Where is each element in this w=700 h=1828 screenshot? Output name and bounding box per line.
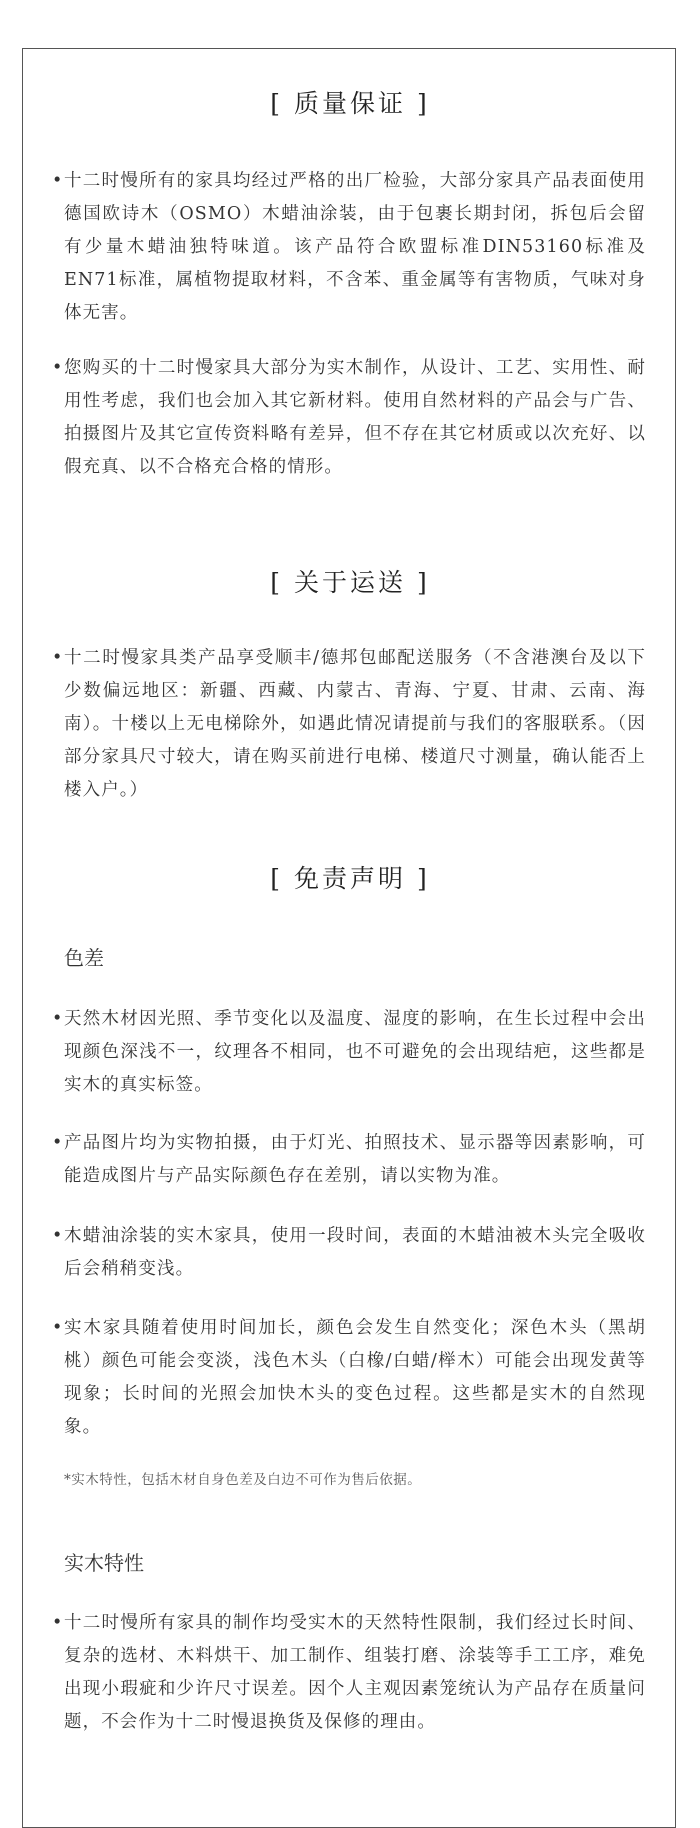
bullet-icon: •	[52, 171, 64, 191]
bullet-icon: •	[52, 648, 64, 668]
color-diff-paragraph-2: • 产品图片均为实物拍摄，由于灯光、拍照技术、显示器等因素影响，可能造成图片与产品实际颜色存在差别，请以实物为准。	[52, 1127, 646, 1193]
wood-nature-paragraph-1: • 十二时慢所有家具的制作均受实木的天然特性限制，我们经过长时间、复杂的选材、木料烘干、加工制作、组装打磨、涂装等手工工序，难免出现小瑕疵和少许尺寸误差。因个人主观因素笼统认为产品存在质量问题，不会作为十二时慢退换货及保修的理由。	[52, 1607, 646, 1739]
color-diff-paragraph-4: • 实木家具随着使用时间加长，颜色会发生自然变化；深色木头（黑胡桃）颜色可能会变淡，浅色木头（白橡/白蜡/榉木）可能会出现发黄等现象；长时间的光照会加快木头的变色过程。这些都是实木的自然现象。	[52, 1312, 646, 1444]
shipping-paragraph-1: • 十二时慢家具类产品享受顺丰/德邦包邮配送服务（不含港澳台及以下少数偏远地区：新疆、西藏、内蒙古、青海、宁夏、甘肃、云南、海南）。十楼以上无电梯除外，如遇此情况请提前与我们的客服联系。（因部分家具尺寸较大，请在购买前进行电梯、楼道尺寸测量，确认能否上楼入户。）	[52, 642, 646, 807]
color-diff-note: *实木特性，包括木材自身色差及白边不可作为售后依据。	[64, 1472, 422, 1488]
section-title-disclaimer: [ 免责声明 ]	[270, 864, 430, 893]
color-diff-paragraph-1: • 天然木材因光照、季节变化以及温度、湿度的影响，在生长过程中会出现颜色深浅不一，纹理各不相同，也不可避免的会出现结疤，这些都是实木的真实标签。	[52, 1003, 646, 1102]
bullet-icon: •	[52, 1613, 64, 1633]
subheading-color-difference: 色差	[64, 946, 104, 970]
bullet-icon: •	[52, 1133, 64, 1153]
bullet-icon: •	[52, 1009, 64, 1029]
section-title-shipping: [ 关于运送 ]	[270, 568, 430, 597]
color-diff-paragraph-3: • 木蜡油涂装的实木家具，使用一段时间，表面的木蜡油被木头完全吸收后会稍稍变浅。	[52, 1220, 646, 1286]
section-title-quality: [ 质量保证 ]	[270, 89, 430, 118]
bullet-icon: •	[52, 358, 64, 378]
bullet-icon: •	[52, 1318, 64, 1338]
quality-paragraph-2: • 您购买的十二时慢家具大部分为实木制作，从设计、工艺、实用性、耐用性考虑，我们也会加入其它新材料。使用自然材料的产品会与广告、拍摄图片及其它宣传资料略有差异，但不存在其它材质或以次充好、以假充真、以不合格充合格的情形。	[52, 352, 646, 484]
subheading-wood-nature: 实木特性	[64, 1551, 144, 1575]
bullet-icon: •	[52, 1226, 64, 1246]
quality-paragraph-1: • 十二时慢所有的家具均经过严格的出厂检验，大部分家具产品表面使用德国欧诗木（OSMO）木蜡油涂装，由于包裹长期封闭，拆包后会留有少量木蜡油独特味道。该产品符合欧盟标准DIN53160标准及EN71标准，属植物提取材料，不含苯、重金属等有害物质，气味对身体无害。	[52, 165, 646, 330]
